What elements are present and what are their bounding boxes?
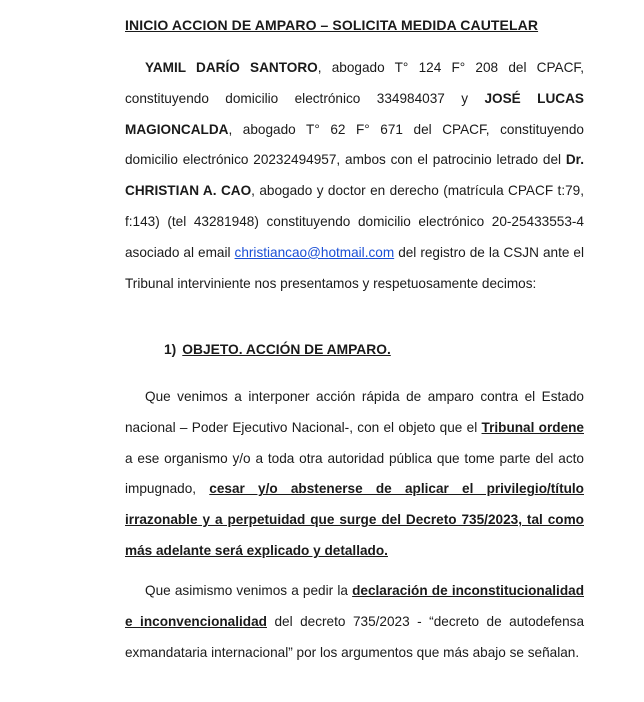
section-heading <box>164 342 391 357</box>
section-title: OBJETO. ACCIÓN DE AMPARO. <box>182 342 391 357</box>
object-emphasis-1: Tribunal ordene <box>481 419 584 435</box>
intro-text-3: , abogado y doctor en derecho (matrícula CPACF t:79, f:143) (tel 43281948) constituyendo domicilio electrónico 20-25433553-4 asociado al email <box>125 183 584 260</box>
lawyer-name-3: Dr. CHRISTIAN A. CAO <box>125 152 584 199</box>
request-text-2: del decreto 735/2023 - “decreto de autodefensa exmandataria internacional” por los argumentos que más abajo se señalan. <box>125 613 585 660</box>
document-title: INICIO ACCION DE AMPARO – SOLICITA MEDIDA CAUTELAR <box>125 17 539 33</box>
intro-text-2: , abogado T° 62 F° 671 del CPACF, constituyendo domicilio electrónico 20232494957, ambos con el patrocinio letrado del <box>125 121 584 168</box>
object-emphasis-2: cesar y/o abstenerse de aplicar el privilegio/título irrazonable y a perpetuidad que surge del Decreto 735/2023, tal como más adelante será explicado y detallado. <box>125 481 584 558</box>
unconstitutionality-paragraph <box>125 576 584 668</box>
request-emphasis: declaración de inconstitucionalidad e inconvencionalidad <box>125 583 584 629</box>
lawyer-name-1: YAMIL DARÍO SANTORO <box>145 60 318 75</box>
lawyer-name-2: JOSÉ LUCAS MAGIONCALDA <box>125 90 584 137</box>
object-text-2: a ese organismo y/o a toda otra autoridad pública que tome parte del acto impugnado, <box>125 450 584 497</box>
object-text-1: Que venimos a interponer acción rápida de amparo contra el Estado nacional – Poder Ejecutivo Nacional-, con el objeto que el <box>125 389 584 435</box>
intro-text-1: , abogado T° 124 F° 208 del CPACF, constituyendo domicilio electrónico 334984037 y <box>125 60 585 106</box>
intro-text-4: del registro de la CSJN ante el Tribunal interviniente nos presentamos y respetuosamente decimos: <box>125 244 584 291</box>
email-link[interactable]: christiancao@hotmail.com <box>234 244 395 260</box>
object-paragraph <box>125 382 584 567</box>
intro-paragraph <box>125 53 584 299</box>
request-text-1: Que asimismo venimos a pedir la <box>145 583 353 598</box>
section-number: 1) <box>164 342 177 357</box>
